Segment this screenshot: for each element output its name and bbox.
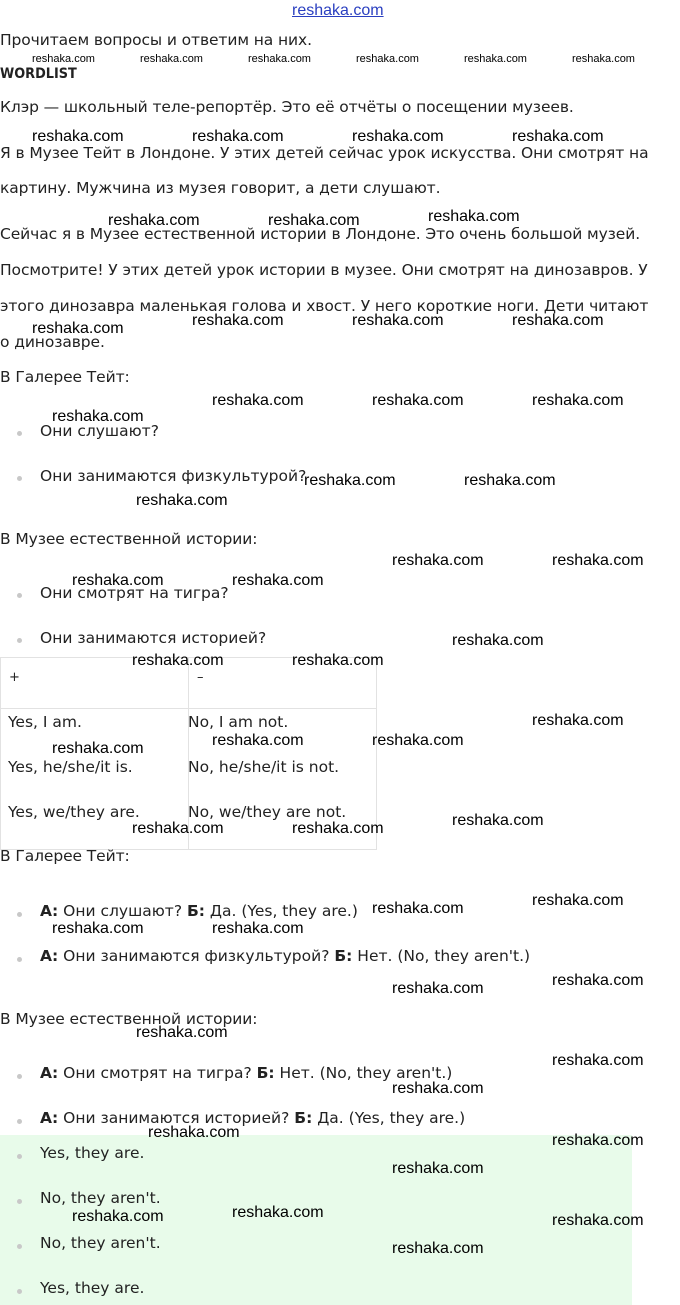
watermark: reshaka.com (532, 712, 624, 729)
bullet-icon (17, 476, 22, 481)
watermark: reshaka.com (148, 1124, 240, 1141)
watermark: reshaka.com (452, 812, 544, 829)
watermark: reshaka.com (304, 472, 396, 489)
section-heading: В Галерее Тейт: (0, 368, 130, 386)
answer-item: No, they aren't. (40, 1189, 161, 1207)
watermark: reshaka.com (392, 980, 484, 997)
bullet-icon (17, 638, 22, 643)
watermark: reshaka.com (352, 312, 444, 329)
watermark: reshaka.com (212, 732, 304, 749)
wordlist-heading: WORDLIST (0, 66, 77, 82)
table-header-minus: – (189, 658, 377, 709)
watermark: reshaka.com (552, 1052, 644, 1069)
dialog-item: А: Они слушают? Б: Да. (Yes, they are.) (40, 902, 358, 920)
watermark: reshaka.com (136, 492, 228, 509)
watermark: reshaka.com (552, 972, 644, 989)
list-item: Они слушают? (40, 422, 159, 440)
answer-item: Yes, they are. (40, 1144, 145, 1162)
bullet-icon (17, 1154, 22, 1159)
text-line: о динозавре. (0, 333, 105, 351)
watermark: reshaka.com (512, 312, 604, 329)
watermark: reshaka.com (136, 1024, 228, 1041)
bullet-icon (17, 1244, 22, 1249)
bullet-icon (17, 1119, 22, 1124)
bullet-icon (17, 957, 22, 962)
watermark: reshaka.com (392, 552, 484, 569)
watermark: reshaka.com (532, 892, 624, 909)
list-item: Они занимаются физкультурой? (40, 467, 307, 485)
watermark: reshaka.com (464, 53, 527, 65)
watermark: reshaka.com (372, 732, 464, 749)
site-link[interactable]: reshaka.com (292, 2, 384, 19)
table-cell-text: No, I am not. (188, 713, 289, 731)
answer-item: No, they aren't. (40, 1234, 161, 1252)
text-line: Посмотрите! У этих детей урок истории в музее. Они смотрят на динозавров. У (0, 261, 648, 279)
watermark: reshaka.com (232, 1204, 324, 1221)
watermark: reshaka.com (32, 53, 95, 65)
watermark: reshaka.com (392, 1080, 484, 1097)
watermark: reshaka.com (552, 1212, 644, 1229)
table-cell-text: No, he/she/it is not. (188, 758, 340, 776)
watermark: reshaka.com (572, 53, 635, 65)
table-header-plus: + (1, 658, 189, 709)
watermark: reshaka.com (392, 1160, 484, 1177)
watermark: reshaka.com (268, 212, 360, 229)
bullet-icon (17, 912, 22, 917)
bullet-icon (17, 1199, 22, 1204)
watermark: reshaka.com (512, 128, 604, 145)
watermark: reshaka.com (32, 128, 124, 145)
watermark: reshaka.com (52, 740, 144, 757)
list-item: Они смотрят на тигра? (40, 584, 229, 602)
watermark: reshaka.com (552, 552, 644, 569)
bullet-icon (17, 1289, 22, 1294)
watermark: reshaka.com (452, 632, 544, 649)
watermark: reshaka.com (212, 392, 304, 409)
bullet-icon (17, 1074, 22, 1079)
table-cell-text: Yes, we/they are. (8, 803, 140, 821)
watermark: reshaka.com (72, 572, 164, 589)
watermark: reshaka.com (292, 652, 384, 669)
watermark: reshaka.com (32, 320, 124, 337)
text-line: этого динозавра маленькая голова и хвост. У него короткие ноги. Дети читают (0, 297, 649, 315)
section-heading: В Галерее Тейт: (0, 847, 130, 865)
watermark: reshaka.com (52, 920, 144, 937)
section-heading: В Музее естественной истории: (0, 530, 258, 548)
watermark: reshaka.com (52, 408, 144, 425)
watermark: reshaka.com (428, 208, 520, 225)
watermark: reshaka.com (392, 1240, 484, 1257)
watermark: reshaka.com (372, 392, 464, 409)
watermark: reshaka.com (192, 312, 284, 329)
watermark: reshaka.com (212, 920, 304, 937)
dialog-item: А: Они занимаются физкультурой? Б: Нет. (No, they aren't.) (40, 947, 531, 965)
watermark: reshaka.com (552, 1132, 644, 1149)
text-line: Клэр — школьный теле-репортёр. Это её отчёты о посещении музеев. (0, 98, 574, 116)
table-cell-text: No, we/they are not. (188, 803, 347, 821)
dialog-item: А: Они смотрят на тигра? Б: Нет. (No, they aren't.) (40, 1064, 453, 1082)
watermark: reshaka.com (192, 128, 284, 145)
text-line: Сейчас я в Музее естественной истории в Лондоне. Это очень большой музей. (0, 225, 641, 243)
watermark: reshaka.com (292, 820, 384, 837)
watermark: reshaka.com (132, 652, 224, 669)
table-cell-text: Yes, he/she/it is. (8, 758, 133, 776)
dialog-item: А: Они занимаются историей? Б: Да. (Yes, they are.) (40, 1109, 466, 1127)
watermark: reshaka.com (372, 900, 464, 917)
watermark: reshaka.com (464, 472, 556, 489)
bullet-icon (17, 593, 22, 598)
watermark: reshaka.com (232, 572, 324, 589)
answer-item: Yes, they are. (40, 1279, 145, 1297)
watermark: reshaka.com (108, 212, 200, 229)
watermark: reshaka.com (72, 1208, 164, 1225)
table-cell-text: Yes, I am. (8, 713, 82, 731)
watermark: reshaka.com (356, 53, 419, 65)
watermark: reshaka.com (140, 53, 203, 65)
bullet-icon (17, 431, 22, 436)
text-line: Я в Музее Тейт в Лондоне. У этих детей сейчас урок искусства. Они смотрят на (0, 144, 649, 162)
watermark: reshaka.com (352, 128, 444, 145)
list-item: Они занимаются историей? (40, 629, 267, 647)
intro-text: Прочитаем вопросы и ответим на них. (0, 31, 312, 49)
watermark: reshaka.com (132, 820, 224, 837)
section-heading: В Музее естественной истории: (0, 1010, 258, 1028)
watermark: reshaka.com (248, 53, 311, 65)
text-line: картину. Мужчина из музея говорит, а дети слушают. (0, 179, 441, 197)
watermark: reshaka.com (532, 392, 624, 409)
